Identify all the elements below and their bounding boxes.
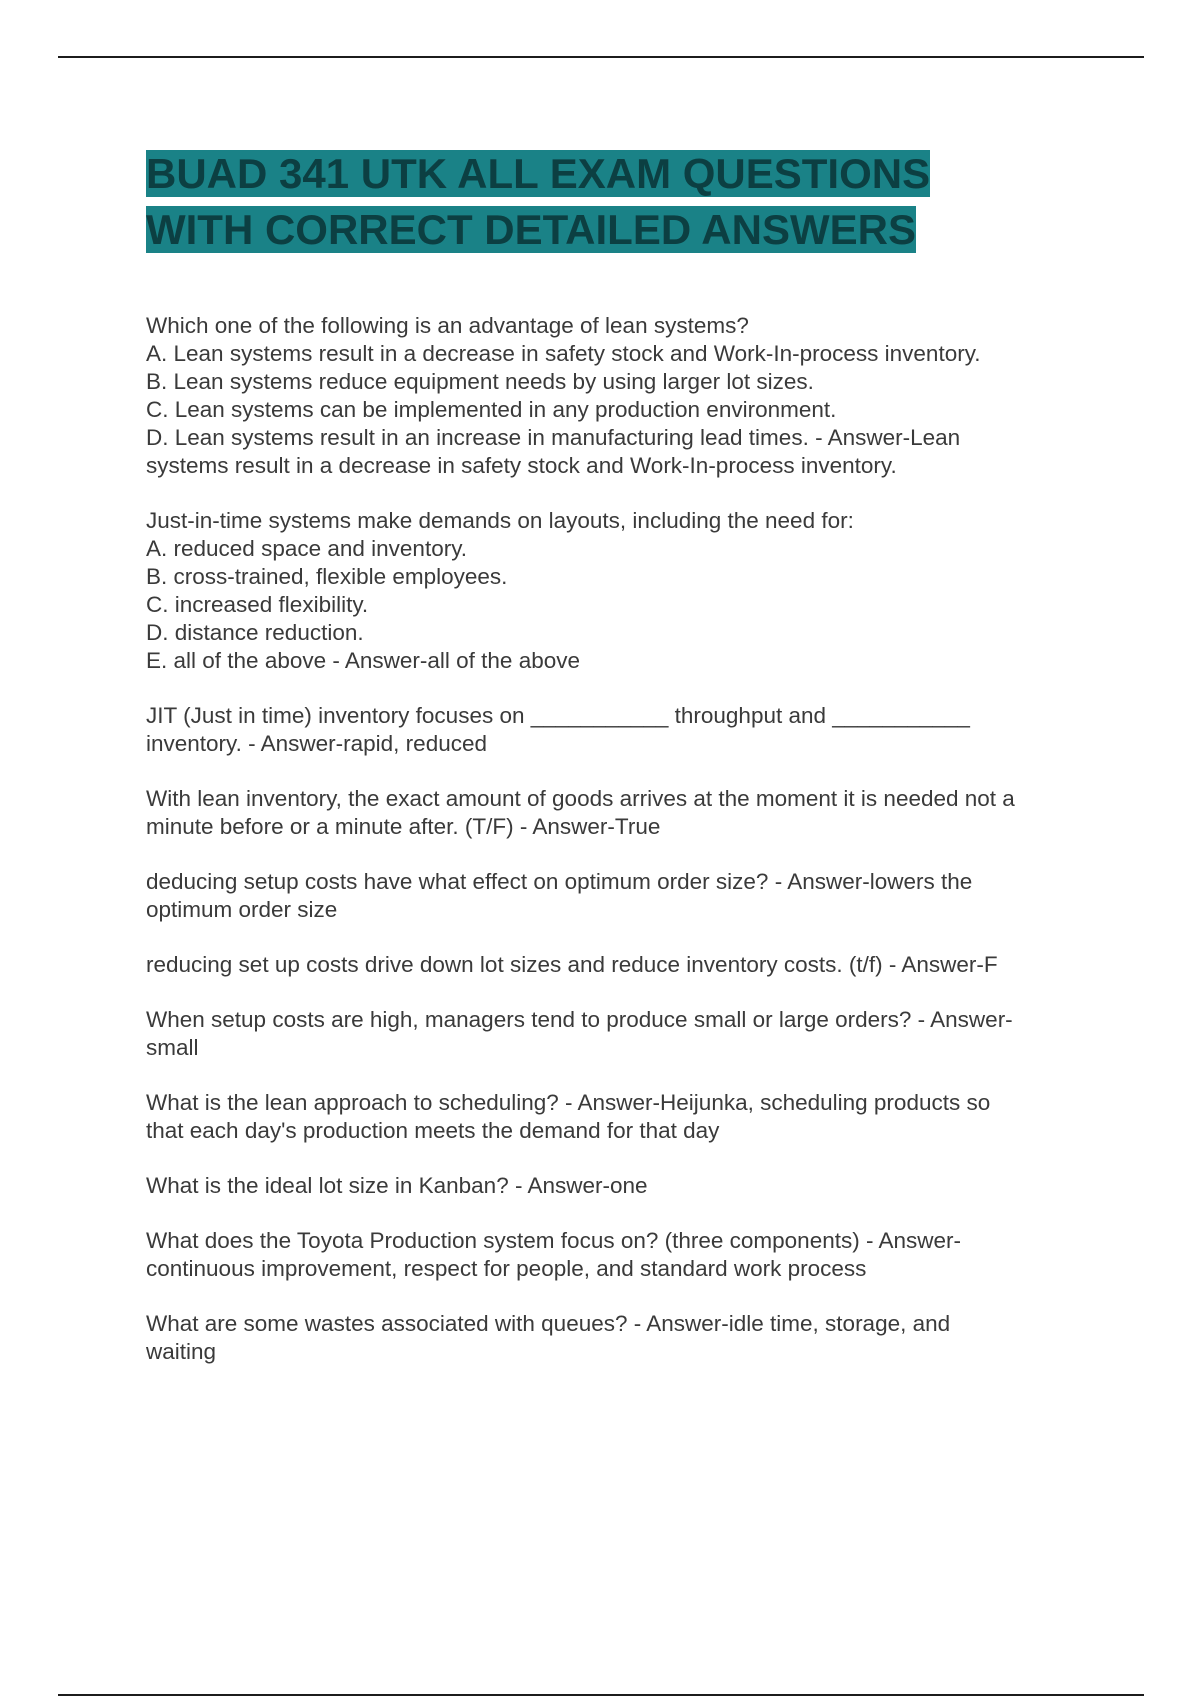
- question-text-line: A. Lean systems result in a decrease in safety stock and Work-In-process inventory.: [146, 341, 981, 366]
- question-item: [146, 868, 1086, 924]
- footer-rule: [58, 1694, 1144, 1696]
- question-item: [146, 1227, 1086, 1283]
- question-item: [146, 312, 1086, 480]
- title-line-2: WITH CORRECT DETAILED ANSWERS: [146, 206, 916, 253]
- question-text-line: minute before or a minute after. (T/F) - Answer-True: [146, 814, 661, 839]
- question-text-line: E. all of the above - Answer-all of the above: [146, 648, 581, 673]
- question-text-line: reducing set up costs drive down lot sizes and reduce inventory costs. (t/f) - Answer-F: [146, 952, 998, 977]
- question-text-line: that each day's production meets the demand for that day: [146, 1118, 720, 1143]
- question-text-line: waiting: [146, 1339, 217, 1364]
- question-text-line: B. cross-trained, flexible employees.: [146, 564, 508, 589]
- question-text-line: What is the lean approach to scheduling? - Answer-Heijunka, scheduling products so: [146, 1090, 991, 1115]
- question-item: [146, 507, 1086, 675]
- question-item: [146, 785, 1086, 841]
- question-item: [146, 951, 1086, 979]
- question-text-line: What does the Toyota Production system focus on? (three components) - Answer-: [146, 1228, 961, 1253]
- question-item: [146, 1089, 1086, 1145]
- question-text-line: JIT (Just in time) inventory focuses on ___________ throughput and ___________: [146, 703, 970, 728]
- question-item: [146, 702, 1086, 758]
- question-item: [146, 1006, 1086, 1062]
- question-text-line: D. distance reduction.: [146, 620, 364, 645]
- question-text-line: When setup costs are high, managers tend to produce small or large orders? - Answer-: [146, 1007, 1013, 1032]
- header-rule: [58, 56, 1144, 58]
- document-body: [146, 146, 1086, 1393]
- question-item: [146, 1172, 1086, 1200]
- question-text-line: Which one of the following is an advantage of lean systems?: [146, 313, 749, 338]
- question-text-line: D. Lean systems result in an increase in manufacturing lead times. - Answer-Lean: [146, 425, 961, 450]
- question-list: [146, 312, 1086, 1366]
- question-text-line: A. reduced space and inventory.: [146, 536, 468, 561]
- document-title: [146, 146, 1086, 258]
- question-text-line: B. Lean systems reduce equipment needs by using larger lot sizes.: [146, 369, 814, 394]
- question-text-line: What are some wastes associated with queues? - Answer-idle time, storage, and: [146, 1311, 951, 1336]
- question-text-line: small: [146, 1035, 199, 1060]
- question-text-line: systems result in a decrease in safety stock and Work-In-process inventory.: [146, 453, 897, 478]
- question-text-line: inventory. - Answer-rapid, reduced: [146, 731, 487, 756]
- question-text-line: With lean inventory, the exact amount of goods arrives at the moment it is needed not a: [146, 786, 1015, 811]
- question-item: [146, 1310, 1086, 1366]
- title-line-1: BUAD 341 UTK ALL EXAM QUESTIONS: [146, 150, 931, 197]
- question-text-line: optimum order size: [146, 897, 338, 922]
- question-text-line: C. increased flexibility.: [146, 592, 369, 617]
- question-text-line: What is the ideal lot size in Kanban? - Answer-one: [146, 1173, 648, 1198]
- question-text-line: Just-in-time systems make demands on layouts, including the need for:: [146, 508, 854, 533]
- question-text-line: deducing setup costs have what effect on optimum order size? - Answer-lowers the: [146, 869, 973, 894]
- question-text-line: C. Lean systems can be implemented in any production environment.: [146, 397, 837, 422]
- question-text-line: continuous improvement, respect for people, and standard work process: [146, 1256, 867, 1281]
